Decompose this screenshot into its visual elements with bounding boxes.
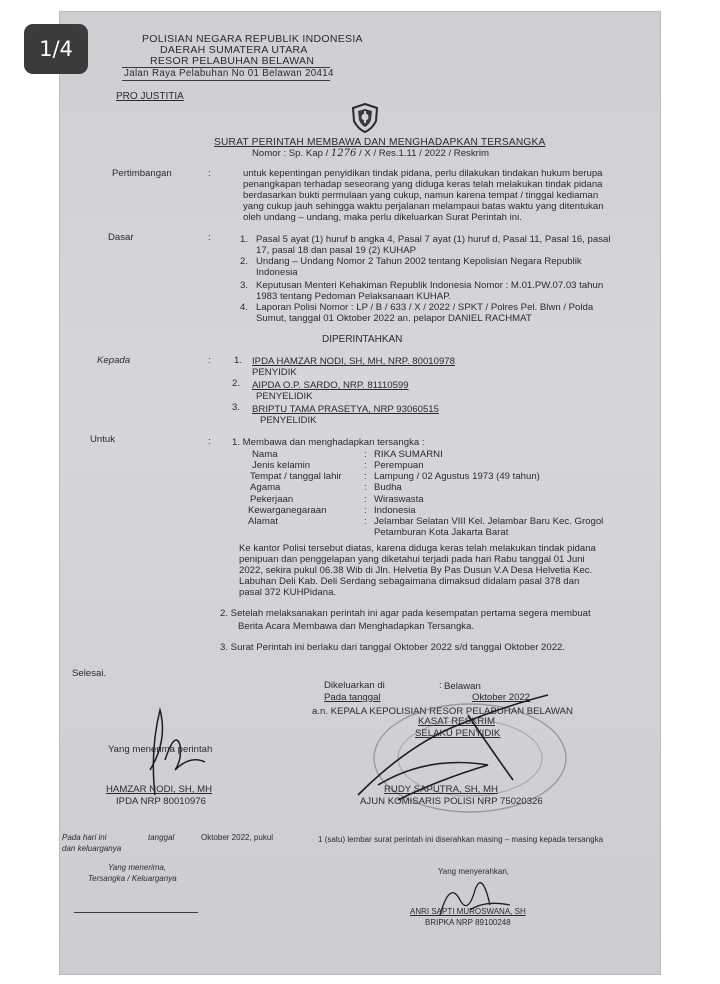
untuk-item3: 3. Surat Perintah ini berlaku dari tanggal Oktober 2022 s/d tanggal Oktober 2022. <box>220 642 566 653</box>
dasar-item-text: Undang – Undang Nomor 2 Tahun 2002 tentang Kepolisian Negara Republik <box>256 256 582 267</box>
dasar-item-text: Pasal 5 ayat (1) huruf b angka 4, Pasal 7 ayat (1) huruf d, Pasal 11, Pasal 16, pasal <box>256 234 611 245</box>
untuk-item2: 2. Setelah melaksanakan perintah ini agar pada kesempatan pertama segera membuat <box>220 608 591 619</box>
dasar-item-text: Laporan Polisi Nomor : LP / B / 633 / X / 2022 / SPKT / Polres Pel. Blwn / Polda <box>256 302 594 313</box>
issuer-selaku: SELAKU PENYIDIK <box>415 728 501 739</box>
footer-left-4: dan keluarganya <box>62 844 122 853</box>
field-colon: : <box>364 505 367 516</box>
field-value: Jelambar Selatan VIII Kel. Jelambar Baru Kec. Grogol <box>374 516 604 527</box>
footer-menerima-2: Tersangka / Keluarganya <box>88 874 177 883</box>
dasar-item-num: 4. <box>240 302 249 313</box>
diperintahkan-heading: DIPERINTAHKAN <box>322 334 403 345</box>
untuk-paragraph-line: Labuhan Deli Kab. Deli Serdang sebagaimana dimaksud didalam pasal 378 dan <box>239 576 580 587</box>
footer-name: ANRI SAPTI MUROSWANA, SH <box>410 907 526 916</box>
footer-menyerahkan: Yang menyerahkan, <box>438 867 510 876</box>
dasar-item-text: 1983 tentang Pedoman Pelaksanaan KUHAP. <box>256 291 452 302</box>
footer-left-2: tanggal <box>148 833 175 842</box>
dasar-item-num: 3. <box>240 280 249 291</box>
field-colon: : <box>364 471 367 482</box>
pertimbangan-line: oleh undang – undang, maka perlu dikeluarkan Surat Perintah ini. <box>243 212 522 223</box>
footer-left-3: Oktober 2022, pukul <box>201 833 274 842</box>
issuer-rank: AJUN KOMISARIS POLISI NRP 75020326 <box>360 796 543 807</box>
footer-menerima-1: Yang menerima, <box>108 863 167 872</box>
field-value-cont: Petamburan Kota Jakarta Barat <box>374 527 509 538</box>
document-title: SURAT PERINTAH MEMBAWA DAN MENGHADAPKAN TERSANGKA <box>214 137 546 148</box>
handwritten-number: 1276 <box>330 148 357 159</box>
colon: : <box>439 680 442 691</box>
field-label: Kewarganegaraan <box>248 505 327 516</box>
pro-justitia: PRO JUSTITIA <box>116 91 184 102</box>
dikeluarkan-label: Dikeluarkan di <box>324 680 385 691</box>
field-label: Agama <box>250 482 281 493</box>
kepada-label: Kepada <box>97 355 131 366</box>
dasar-item-text: Indonesia <box>256 267 298 278</box>
police-emblem-icon <box>350 103 380 133</box>
kepada-role: PENYELIDIK <box>260 415 317 426</box>
footer-sign-line <box>74 912 198 913</box>
untuk-paragraph-line: 2022, sekira pukul 06.38 Wib di Jln. Helvetia By Pas Dusun V.A Desa Helvetia Kec. <box>239 565 593 576</box>
colon: : <box>208 355 211 366</box>
letterhead-address: Jalan Raya Pelabuhan No 01 Belawan 20414 <box>124 68 334 79</box>
untuk-item1: 1. Membawa dan menghadapkan tersangka : <box>232 437 425 448</box>
receiver-label: Yang menerima perintah <box>108 744 213 755</box>
page-counter-badge: 1/4 <box>24 24 88 74</box>
receiver-rank: IPDA NRP 80010976 <box>116 796 206 807</box>
letterhead-line2: DAERAH SUMATERA UTARA <box>160 44 308 56</box>
untuk-label: Untuk <box>90 434 116 445</box>
selesai-label: Selesai. <box>72 668 107 679</box>
footer-rank: BRIPKA NRP 89100248 <box>425 918 511 927</box>
kepada-name: IPDA HAMZAR NODI, SH, MH, NRP. 80010978 <box>252 356 455 367</box>
kepada-num: 3. <box>232 402 241 413</box>
letterhead-rule-bottom <box>122 80 330 81</box>
pertimbangan-line: yang cukup jauh sehingga waktu perjalanan melampaui batas waktu yang ditentukan <box>243 201 604 212</box>
issuer-kasat: KASAT RESKRIM <box>418 716 495 727</box>
kepada-role: PENYIDIK <box>252 367 297 378</box>
colon: : <box>208 232 211 243</box>
document-number: Nomor : Sp. Kap / 1276 / X / Res.1.11 / 2022 / Reskrim <box>252 148 489 159</box>
footer-right: 1 (satu) lembar surat perintah ini diserahkan masing – masing kepada tersangka <box>318 835 604 844</box>
dikeluarkan-value: Belawan <box>444 681 481 692</box>
pertimbangan-line: berdasarkan bukti permulaan yang cukup, namun karena tempat / tinggal kediaman <box>243 190 599 201</box>
field-value: Lampung / 02 Agustus 1973 (49 tahun) <box>374 471 540 482</box>
field-value: Perempuan <box>374 460 424 471</box>
footer-left-1: Pada hari ini <box>62 833 107 842</box>
kepada-name: AIPDA O.P. SARDO, NRP. 81110599 <box>252 380 409 391</box>
untuk-paragraph-line: Ke kantor Polisi tersebut diatas, karena diduga keras telah melakukan tindak pidana <box>239 543 596 554</box>
pertimbangan-line: untuk kepentingan penyidikan tindak pidana, perlu dilakukan tindakan hukum berupa <box>243 168 603 179</box>
field-value: RIKA SUMARNI <box>374 449 443 460</box>
field-colon: : <box>364 494 367 505</box>
receiver-name: HAMZAR NODI, SH, MH <box>106 784 213 795</box>
pertimbangan-line: penangkapan terhadap seseorang yang diduga keras telah melakukan tindak pidana <box>243 179 603 190</box>
field-colon: : <box>364 449 367 460</box>
pertimbangan-label: Pertimbangan <box>112 168 172 179</box>
field-colon: : <box>364 460 367 471</box>
field-label: Jenis kelamin <box>252 460 311 471</box>
colon: : <box>208 168 211 179</box>
field-value: Indonesia <box>374 505 416 516</box>
untuk-paragraph-line: penipuan dan penggelapan yang diketahui terjadi pada hari Rabu tanggal 01 Juni <box>239 554 585 565</box>
dasar-label: Dasar <box>108 232 134 243</box>
kepada-num: 2. <box>232 378 241 389</box>
letterhead-line1: POLISIAN NEGARA REPUBLIK INDONESIA <box>142 33 363 45</box>
pada-tanggal-label: Pada tanggal <box>324 692 381 703</box>
untuk-paragraph-line: pasal 372 KUHPidana. <box>239 587 337 598</box>
field-label: Tempat / tanggal lahir <box>250 471 342 482</box>
field-label: Alamat <box>248 516 278 527</box>
field-label: Nama <box>252 449 278 460</box>
untuk-item2-cont: Berita Acara Membawa dan Menghadapkan Tersangka. <box>238 621 475 632</box>
kepada-name: BRIPTU TAMA PRASETYA, NRP 93060515 <box>252 404 439 415</box>
dasar-item-text: Keputusan Menteri Kehakiman Republik Indonesia Nomor : M.01.PW.07.03 tahun <box>256 280 604 291</box>
kepada-role: PENYELIDIK <box>256 391 313 402</box>
issuer-an: a.n. KEPALA KEPOLISIAN RESOR PELABUHAN BELAWAN <box>312 706 573 717</box>
field-value: Budha <box>374 482 402 493</box>
kepada-num: 1. <box>234 355 243 366</box>
field-label: Pekerjaan <box>250 494 294 505</box>
dasar-item-num: 1. <box>240 234 249 245</box>
field-colon: : <box>364 482 367 493</box>
dasar-item-num: 2. <box>240 256 249 267</box>
field-colon: : <box>364 516 367 527</box>
colon: : <box>208 436 211 447</box>
dasar-item-text: Sumut, tanggal 01 Oktober 2022 an. pelapor DANIEL RACHMAT <box>256 313 532 324</box>
issuer-name: RUDY SAPUTRA, SH, MH <box>384 784 498 795</box>
letterhead-line3: RESOR PELABUHAN BELAWAN <box>150 55 315 67</box>
pada-tanggal-value: Oktober 2022 <box>472 692 531 703</box>
field-value: Wiraswasta <box>374 494 424 505</box>
dasar-item-text: 17, pasal 18 dan pasal 19 (2) KUHAP <box>256 245 416 256</box>
